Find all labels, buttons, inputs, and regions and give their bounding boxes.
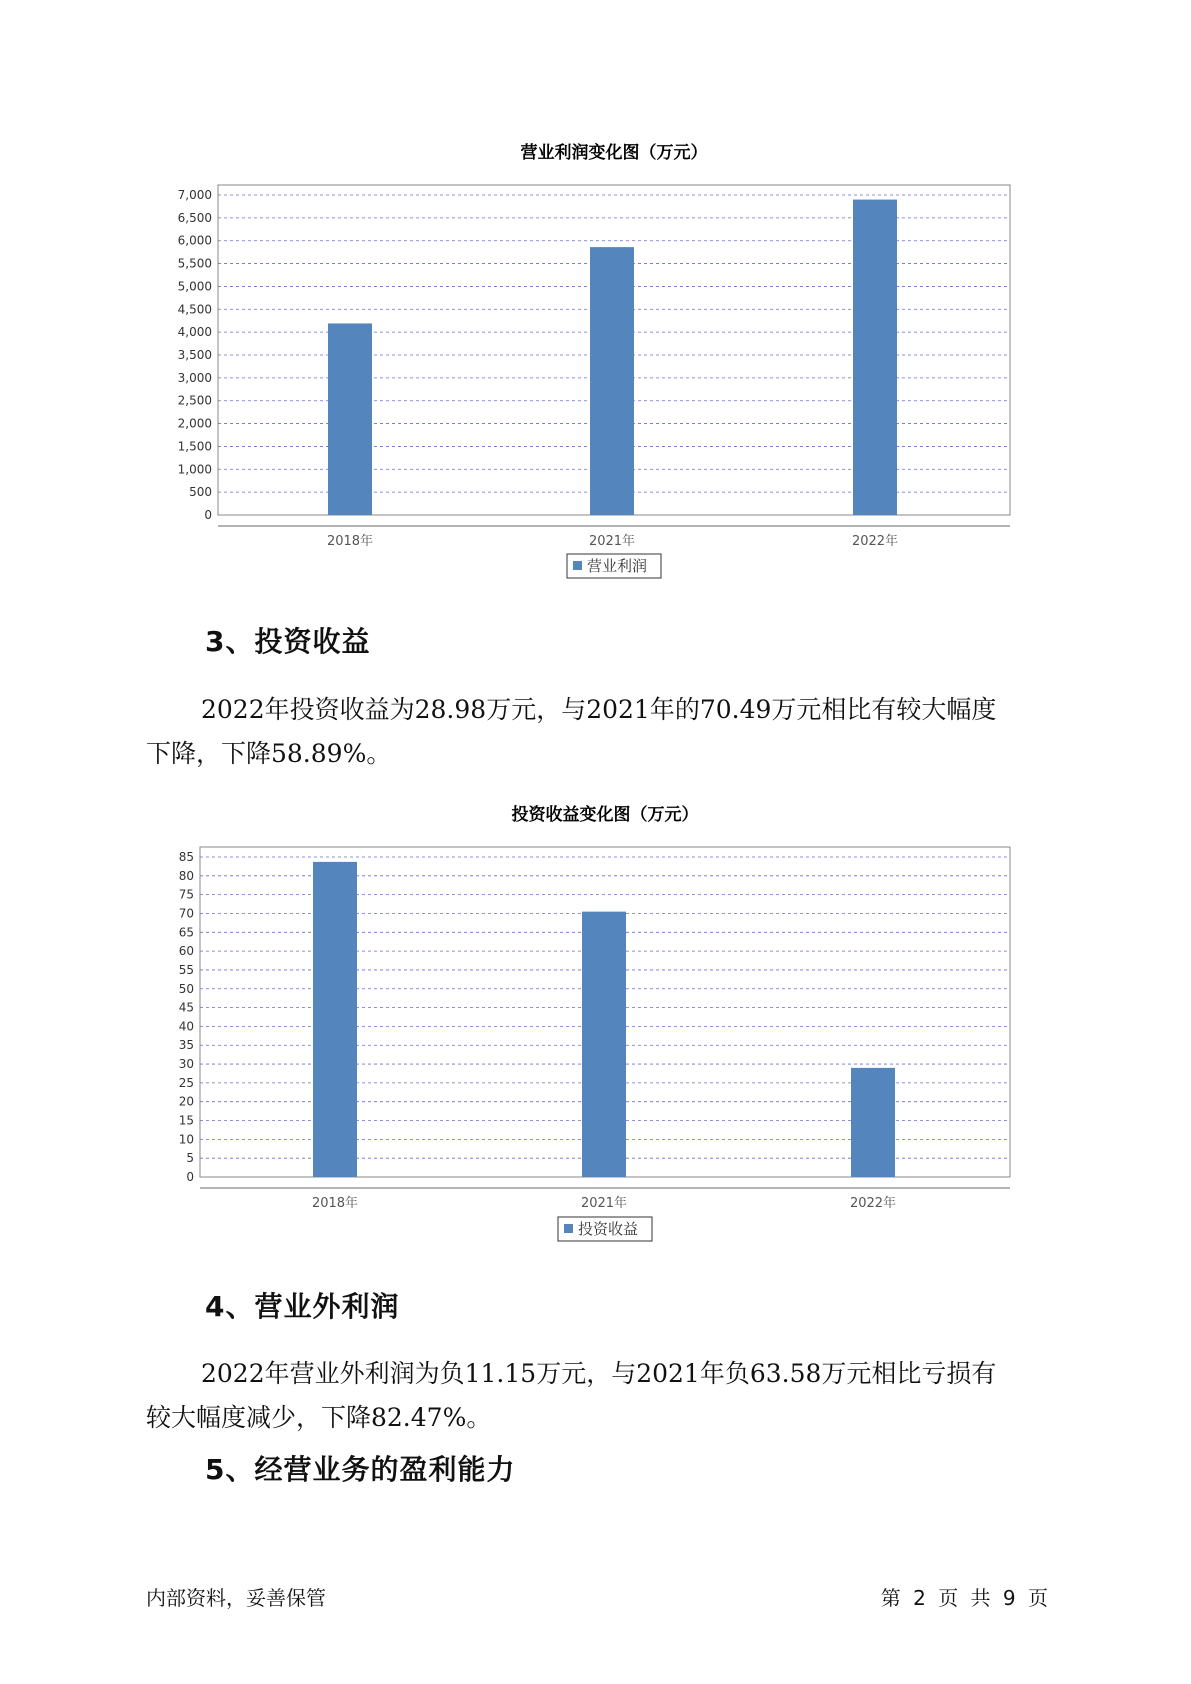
y-tick-label: 25	[178, 1075, 194, 1090]
y-tick-label: 3,000	[177, 370, 212, 385]
y-tick-label: 500	[189, 485, 212, 500]
y-tick-label: 55	[178, 962, 194, 977]
y-tick-label: 80	[178, 868, 194, 883]
chart-title: 营业利润变化图（万元）	[520, 143, 708, 163]
investment-income-chart	[0, 792, 1191, 1262]
y-tick-label: 7,000	[177, 188, 212, 202]
bar-2021年	[582, 912, 626, 1177]
y-tick-label: 6,000	[177, 233, 212, 248]
x-tick-label: 2022年	[849, 1196, 897, 1211]
y-tick-label: 15	[178, 1113, 194, 1128]
legend-swatch	[564, 1224, 573, 1233]
y-tick-label: 0	[204, 508, 212, 522]
y-tick-label: 4,000	[177, 325, 212, 340]
section-4-line-2: 较大幅度减少，下降82.47%。	[146, 1403, 492, 1432]
y-tick-label: 40	[178, 1019, 194, 1034]
operating-profit-chart-svg	[0, 130, 1191, 600]
y-tick-label: 30	[178, 1057, 194, 1072]
section-4-line-1: 2022年营业外利润为负11.15万元，与2021年负63.58万元相比亏损有	[201, 1359, 997, 1388]
section-3-paragraph	[146, 688, 1046, 776]
chart-title: 投资收益变化图（万元）	[511, 805, 699, 825]
y-tick-label: 0	[186, 1170, 194, 1184]
y-tick-label: 1,000	[177, 462, 212, 477]
x-tick-label: 2018年	[326, 534, 374, 549]
footer-confidential-note: 内部资料，妥善保管	[146, 1586, 326, 1610]
y-tick-label: 65	[178, 925, 194, 940]
x-tick-label: 2018年	[311, 1196, 359, 1211]
y-tick-label: 5	[186, 1151, 194, 1166]
legend-swatch	[573, 561, 582, 570]
y-tick-label: 3,500	[177, 348, 212, 362]
y-tick-label: 70	[178, 906, 194, 921]
x-tick-label: 2022年	[851, 534, 899, 549]
footer-page-number: 第 2 页 共 9 页	[880, 1586, 1048, 1610]
y-tick-label: 75	[178, 887, 194, 902]
y-tick-label: 2,000	[177, 416, 212, 431]
bar-2018年	[328, 323, 372, 515]
y-tick-label: 1,500	[177, 439, 212, 454]
x-tick-label: 2021年	[588, 534, 636, 549]
y-tick-label: 50	[178, 981, 194, 996]
y-tick-label: 10	[178, 1132, 194, 1147]
section-3-line-2: 下降，下降58.89%。	[146, 739, 392, 768]
bar-2022年	[853, 200, 897, 515]
x-tick-label: 2021年	[580, 1196, 628, 1211]
section-4-heading: 4、营业外利润	[205, 1290, 400, 1323]
section-4-paragraph	[146, 1352, 1046, 1440]
y-tick-label: 85	[178, 850, 194, 864]
y-tick-label: 2,500	[177, 393, 212, 408]
y-tick-label: 6,500	[177, 210, 212, 225]
y-tick-label: 5,500	[177, 256, 212, 271]
bar-2018年	[313, 862, 357, 1177]
section-3-line-1: 2022年投资收益为28.98万元，与2021年的70.49万元相比有较大幅度	[201, 695, 997, 724]
operating-profit-chart	[0, 130, 1191, 600]
y-tick-label: 5,000	[177, 279, 212, 294]
y-tick-label: 60	[178, 944, 194, 959]
section-5-heading: 5、经营业务的盈利能力	[205, 1453, 516, 1486]
y-tick-label: 35	[178, 1038, 194, 1053]
legend-label: 投资收益	[578, 1220, 639, 1238]
legend-label: 营业利润	[587, 557, 648, 575]
y-tick-label: 20	[178, 1094, 194, 1109]
y-tick-label: 45	[178, 1000, 194, 1015]
bar-2022年	[851, 1068, 895, 1177]
investment-income-chart-svg	[0, 792, 1191, 1262]
bar-2021年	[590, 247, 634, 515]
y-tick-label: 4,500	[177, 302, 212, 317]
section-3-heading: 3、投资收益	[205, 625, 371, 658]
